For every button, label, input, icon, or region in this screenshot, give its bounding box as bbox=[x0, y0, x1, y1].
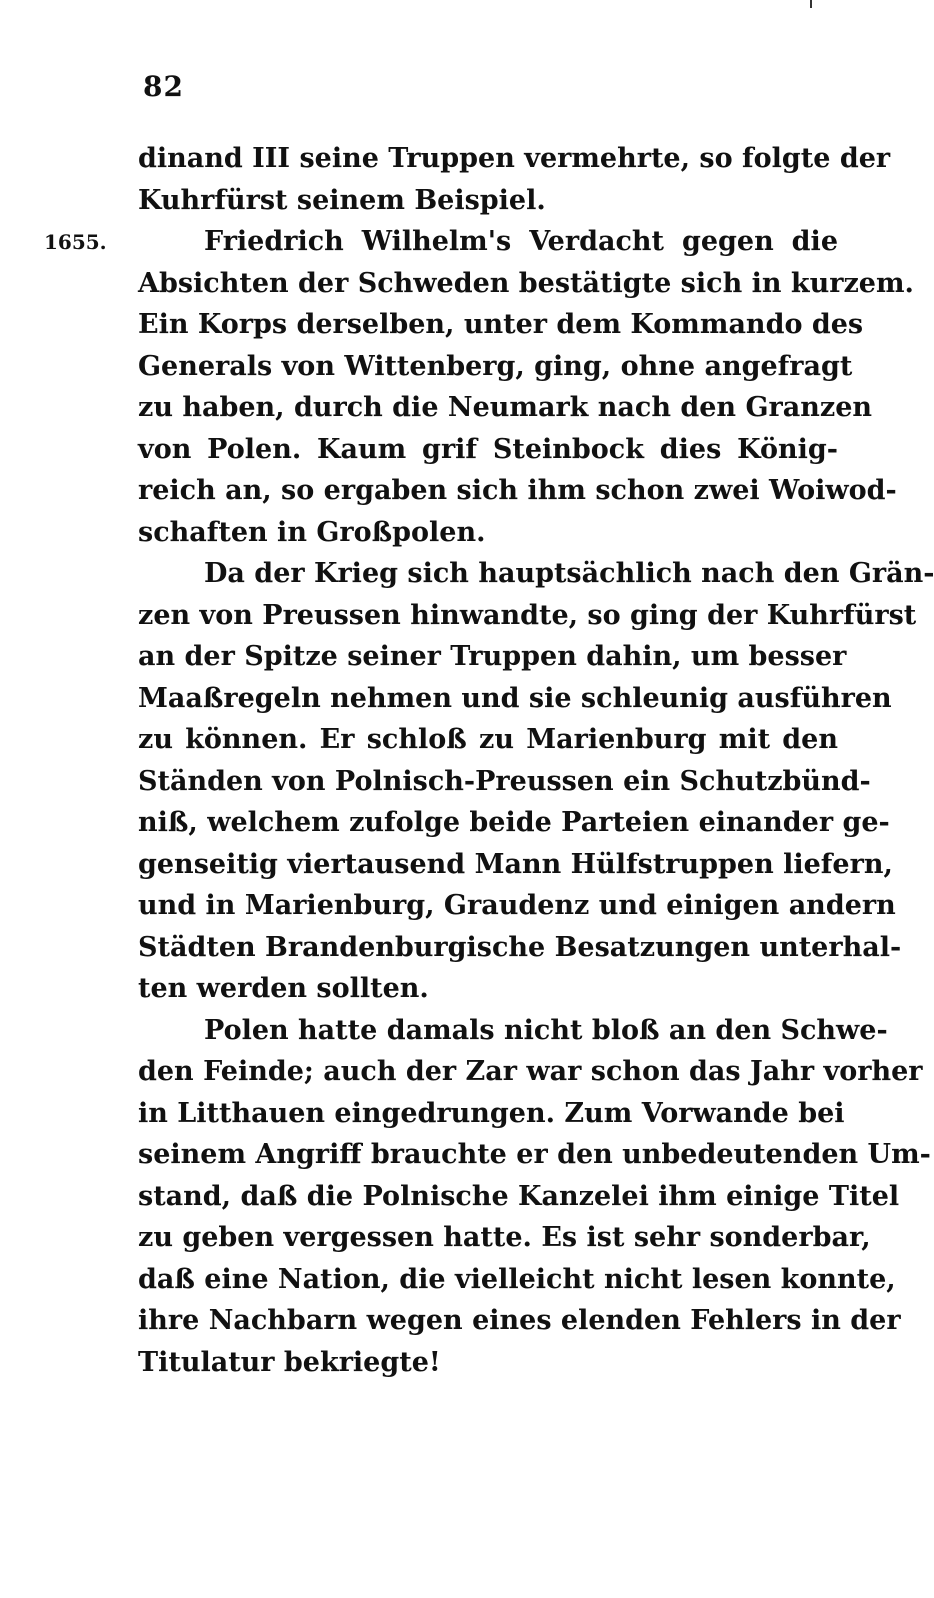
text-line: ihre Nachbarn wegen eines elenden Fehlers in der bbox=[138, 1305, 901, 1336]
text-line: dinand III seine Truppen vermehrte, so folgte der bbox=[138, 143, 891, 174]
text-line: Polen hatte damals nicht bloß an den Schwe- bbox=[204, 1014, 888, 1046]
text-line: den Feinde; auch der Zar war schon das Jahr vorher bbox=[138, 1056, 923, 1087]
text-line: zu haben, durch die Neumark nach den Granzen bbox=[138, 392, 873, 423]
text-line: genseitig viertausend Mann Hülfstruppen liefern, bbox=[138, 848, 893, 880]
text-line: niß, welchem zufolge beide Parteien einander ge- bbox=[138, 807, 890, 838]
text-line: ten werden sollten. bbox=[138, 973, 429, 1004]
text-line: reich an, so ergaben sich ihm schon zwei Woiwod- bbox=[138, 475, 897, 506]
text-line: stand, daß die Polnische Kanzelei ihm einige Titel bbox=[138, 1180, 900, 1212]
margin-year-note: 1655. bbox=[44, 230, 107, 254]
text-line: Ständen von Polnisch-Preussen ein Schutzbünd- bbox=[138, 765, 871, 797]
text-line: zu geben vergessen hatte. Es ist sehr sonderbar, bbox=[138, 1222, 871, 1253]
text-line: daß eine Nation, die vielleicht nicht lesen konnte, bbox=[138, 1263, 896, 1295]
text-line: zu können. Er schloß zu Marienburg mit den bbox=[138, 724, 838, 755]
text-line: Da der Krieg sich hauptsächlich nach den Grän- bbox=[204, 558, 934, 589]
text-line: Absichten der Schweden bestätigte sich in kurzem. bbox=[138, 267, 914, 299]
text-line: Friedrich Wilhelm's Verdacht gegen die bbox=[204, 226, 838, 257]
text-line: an der Spitze seiner Truppen dahin, um besser bbox=[138, 641, 847, 672]
text-line: schaften in Großpolen. bbox=[138, 516, 486, 548]
text-line: zen von Preussen hinwandte, so ging der Kuhrfürst bbox=[138, 599, 917, 631]
corner-mark bbox=[810, 0, 812, 8]
text-line: seinem Angriff brauchte er den unbedeutenden Um- bbox=[138, 1139, 931, 1170]
text-line: Städten Brandenburgische Besatzungen unterhal- bbox=[138, 931, 902, 963]
text-line: in Litthauen eingedrungen. Zum Vorwande bei bbox=[138, 1097, 845, 1129]
text-line: von Polen. Kaum grif Steinbock dies König- bbox=[138, 433, 838, 465]
text-line: Ein Korps derselben, unter dem Kommando des bbox=[138, 309, 864, 340]
text-line: und in Marienburg, Graudenz und einigen andern bbox=[138, 890, 896, 921]
text-line: Kuhrfürst seinem Beispiel. bbox=[138, 184, 546, 216]
text-line: Maaßregeln nehmen und sie schleunig ausführen bbox=[138, 682, 892, 714]
body-text bbox=[138, 138, 934, 1383]
text-line: Generals von Wittenberg, ging, ohne angefragt bbox=[138, 350, 853, 382]
text-line: Titulatur bekriegte! bbox=[138, 1346, 441, 1378]
page-number: 82 bbox=[143, 70, 184, 103]
